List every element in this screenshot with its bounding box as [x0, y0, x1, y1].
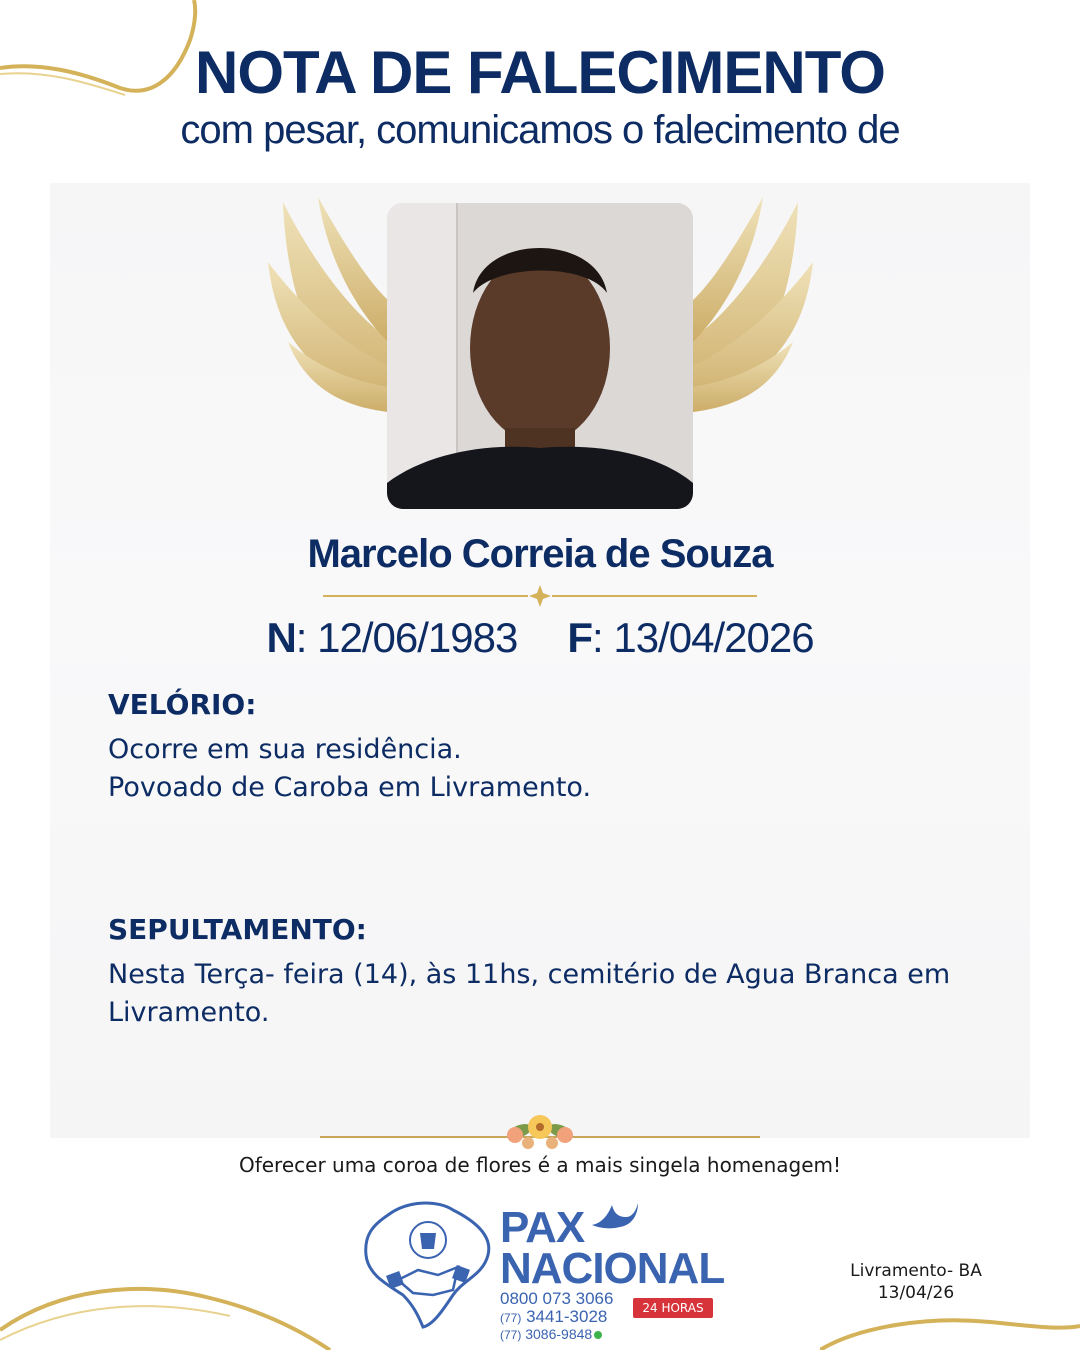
flower-divider-icon [320, 1105, 760, 1157]
page-title: NOTA DE FALECIMENTO [195, 39, 885, 106]
phone-whatsapp-number: 3086-9848 [525, 1326, 593, 1342]
sepultamento-line-2: Livramento. [108, 997, 270, 1028]
brand-name-line-1: PAX [500, 1203, 585, 1252]
phone-landline [500, 1307, 607, 1327]
page-subtitle: com pesar, comunicamos o falecimento de [180, 108, 900, 152]
phone-landline-ddd: (77) [500, 1311, 522, 1325]
phone-whatsapp-ddd: (77) [500, 1328, 522, 1342]
birth-label: N [266, 614, 296, 661]
phone-toll-free: 0800 073 3066 [500, 1289, 614, 1308]
sepultamento-details [108, 956, 988, 1032]
location-date [826, 1260, 1006, 1304]
dove-icon [588, 1195, 640, 1235]
sepultamento-heading: SEPULTAMENTO: [108, 913, 367, 946]
tagline: Oferecer uma coroa de flores é a mais singela homenagem! [238, 1153, 842, 1177]
gold-swoosh-bottom-left [0, 1270, 340, 1350]
brand-name-line-2: NACIONAL [500, 1244, 725, 1293]
deceased-photo [387, 203, 693, 509]
life-dates: N: 12/06/1983 F: 13/04/2026 [266, 614, 814, 661]
death-label: F [567, 614, 592, 661]
deceased-name: Marcelo Correia de Souza [307, 532, 773, 576]
velorio-heading: VELÓRIO: [108, 688, 257, 721]
issue-date: 13/04/26 [877, 1283, 955, 1303]
sepultamento-line-1: Nesta Terça- feira (14), às 11hs, cemitério de Agua Branca em [108, 959, 951, 990]
brazil-map-logo-icon [358, 1195, 498, 1330]
whatsapp-icon [594, 1331, 602, 1339]
location: Livramento- BA [850, 1261, 982, 1281]
phone-whatsapp [500, 1326, 602, 1342]
birth-date: 12/06/1983 [317, 614, 518, 661]
velorio-line-2: Povoado de Caroba em Livramento. [108, 772, 592, 803]
death-date: 13/04/2026 [613, 614, 814, 661]
velorio-details [108, 731, 988, 807]
24-hours-badge: 24 HORAS [633, 1298, 713, 1318]
gold-divider [323, 585, 757, 607]
gold-swoosh-bottom-right [820, 1300, 1080, 1350]
phone-landline-number: 3441-3028 [526, 1307, 608, 1326]
velorio-line-1: Ocorre em sua residência. [108, 734, 462, 765]
